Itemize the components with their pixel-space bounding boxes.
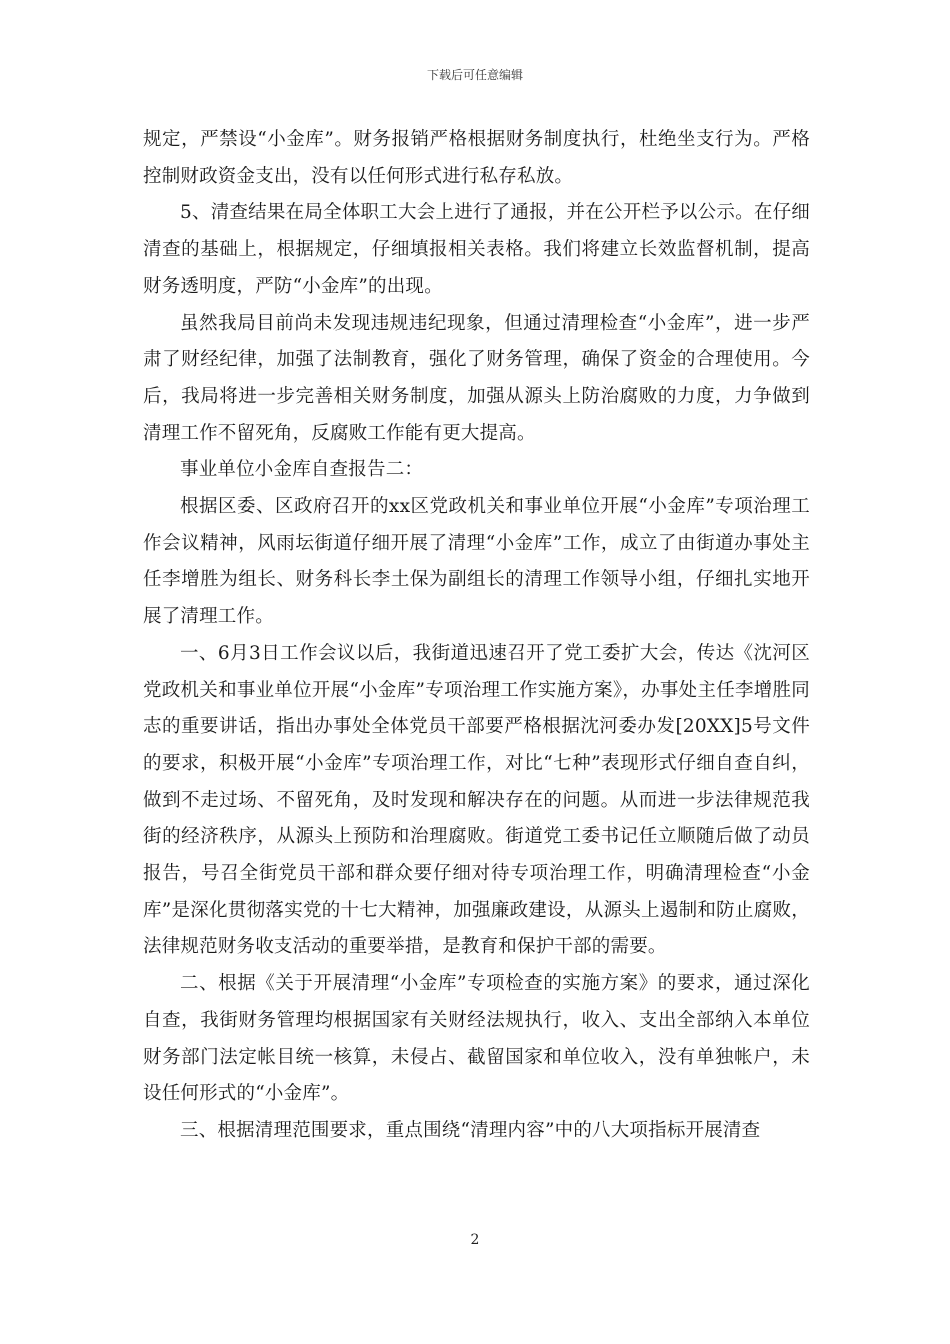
document-body <box>143 122 810 1150</box>
paragraph-6: 一、6月3日工作会议以后，我街道迅速召开了党工委扩大会，传达《沈河区党政机关和事业单位开展“小金库”专项治理工作实施方案》，办事处主任李增胜同志的重要讲话，指出办事处全体党员干部要严格根据沈河委办发[20XX]5号文件的要求，积极开展“小金库”专项治理工作，对比“七种”表现形式仔细自查自纠，做到不走过场、不留死角，及时发现和解决存在的问题。从而进一步法律规范我街的经济秩序，从源头上预防和治理腐败。街道党工委书记任立顺随后做了动员报告，号召全街党员干部和群众要仔细对待专项治理工作，明确清理检查“小金库”是深化贯彻落实党的十七大精神，加强廉政建设，从源头上遏制和防止腐败，法律规范财务收支活动的重要举措，是教育和保护干部的需要。 <box>143 642 810 958</box>
page-header: 下载后可任意编辑 <box>426 68 523 82</box>
paragraph-7: 二、根据《关于开展清理“小金库”专项检查的实施方案》的要求，通过深化自查，我街财务管理均根据国家有关财经法规执行，收入、支出全部纳入本单位财务部门法定帐目统一核算，未侵占、截留国家和单位收入，没有单独帐户，未设任何形式的“小金库”。 <box>143 973 810 1105</box>
paragraph-1: 规定，严禁设“小金库”。财务报销严格根据财务制度执行，杜绝坐支行为。严格控制财政资金支出，没有以任何形式进行私存私放。 <box>143 129 810 187</box>
paragraph-3: 虽然我局目前尚未发现违规违纪现象，但通过清理检查“小金库”，进一步严肃了财经纪律，加强了法制教育，强化了财务管理，确保了资金的合理使用。今后，我局将进一步完善相关财务制度，加强从源头上防治腐败的力度，力争做到清理工作不留死角，反腐败工作能有更大提高。 <box>143 312 810 444</box>
paragraph-2: 5、清查结果在局全体职工大会上进行了通报，并在公开栏予以公示。在仔细清查的基础上，根据规定，仔细填报相关表格。我们将建立长效监督机制，提高财务透明度，严防“小金库”的出现。 <box>143 202 810 297</box>
section-heading: 事业单位小金库自查报告二： <box>180 459 424 481</box>
paragraph-5: 根据区委、区政府召开的xx区党政机关和事业单位开展“小金库”专项治理工作会议精神，风雨坛街道仔细开展了清理“小金库”工作，成立了由街道办事处主任李增胜为组长、财务科长李土保为副组长的清理工作领导小组，仔细扎实地开展了清理工作。 <box>143 496 810 628</box>
page-number: 2 <box>470 1232 480 1248</box>
paragraph-8: 三、根据清理范围要求，重点围绕“清理内容”中的八大项指标开展清查 <box>180 1119 761 1141</box>
